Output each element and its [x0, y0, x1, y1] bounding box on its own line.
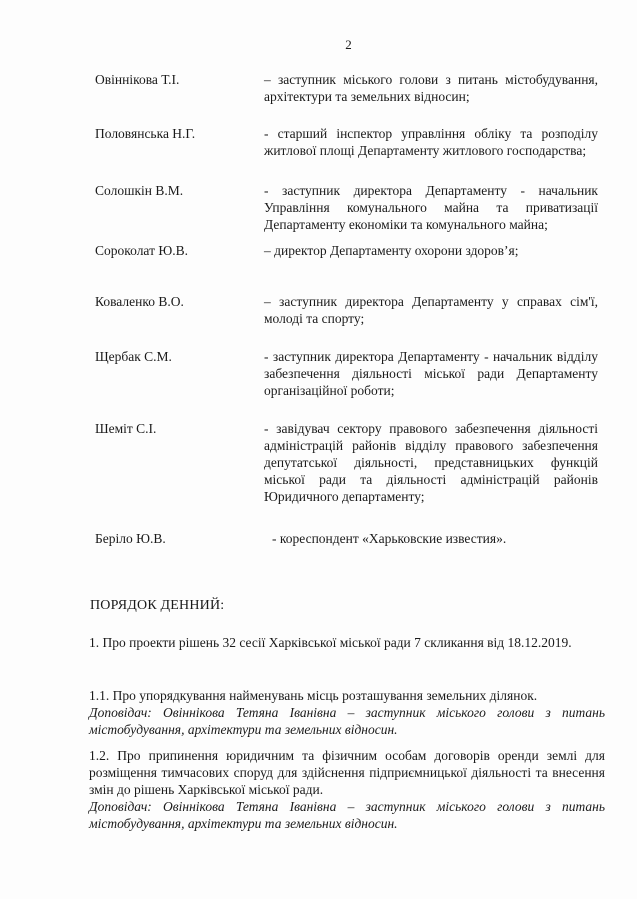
agenda-item — [89, 687, 605, 738]
page-number: 2 — [345, 37, 352, 52]
agenda-item-text: 1.1. Про упорядкування найменувань місць розташування земельних ділянок. — [89, 688, 538, 703]
attendee-role: – заступник директора Департаменту у справах сім'ї, молоді та спорту; — [264, 294, 598, 326]
attendee-name: Шеміт С.І. — [95, 421, 157, 436]
agenda-item-speaker: Доповідач: Овіннікова Тетяна Іванівна – заступник міського голови з питань містобудування, архітектури та земельних відносин. — [89, 705, 605, 737]
attendee-role: - заступник директора Департаменту - начальник відділу забезпечення діяльності міської ради Департаменту організаційної роботи; — [264, 349, 598, 398]
attendee-role: - заступник директора Департаменту - начальник Управління комунального майна та приватизації Департаменту економіки та комунального майна; — [264, 183, 598, 232]
agenda-item-text: 1.2. Про припинення юридичним та фізичним особам договорів оренди землі для розміщення тимчасових споруд для здійснення підприємницької діяльності та внесення змін до рішень Харківської міської ради. — [89, 748, 605, 797]
attendee-name: Коваленко В.О. — [95, 294, 184, 309]
attendee-name: Сороколат Ю.В. — [95, 243, 188, 258]
attendee-role: - кореспондент «Харьковские известия». — [272, 531, 507, 546]
agenda-title: ПОРЯДОК ДЕННИЙ: — [90, 598, 225, 613]
attendee-role: - старший інспектор управління обліку та розподілу житлової площі Департаменту житлового господарства; — [264, 126, 598, 158]
agenda-item — [89, 634, 605, 651]
attendee-role: – директор Департаменту охорони здоров’я; — [264, 243, 519, 258]
attendee-role: – заступник міського голови з питань містобудування, архітектури та земельних відносин; — [264, 72, 598, 104]
agenda-item-speaker: Доповідач: Овіннікова Тетяна Іванівна – заступник міського голови з питань містобудування, архітектури та земельних відносин. — [89, 799, 605, 831]
attendee-name: Беріло Ю.В. — [95, 531, 166, 546]
attendee-name: Щербак С.М. — [95, 349, 172, 364]
attendee-name: Солошкін В.М. — [95, 183, 184, 198]
attendee-name: Половянська Н.Г. — [95, 126, 196, 141]
agenda-item — [89, 747, 605, 832]
agenda-item-text: 1. Про проекти рішень 32 сесії Харківської міської ради 7 скликання від 18.12.2019. — [89, 635, 572, 650]
attendee-name: Овіннікова Т.І. — [95, 72, 180, 87]
attendee-role: - завідувач сектору правового забезпечення діяльності адміністрацій районів відділу правового забезпечення депутатської діяльності, представницьких функцій міської ради та діяльності адміністрацій районів Юридичного департаменту; — [264, 421, 598, 504]
